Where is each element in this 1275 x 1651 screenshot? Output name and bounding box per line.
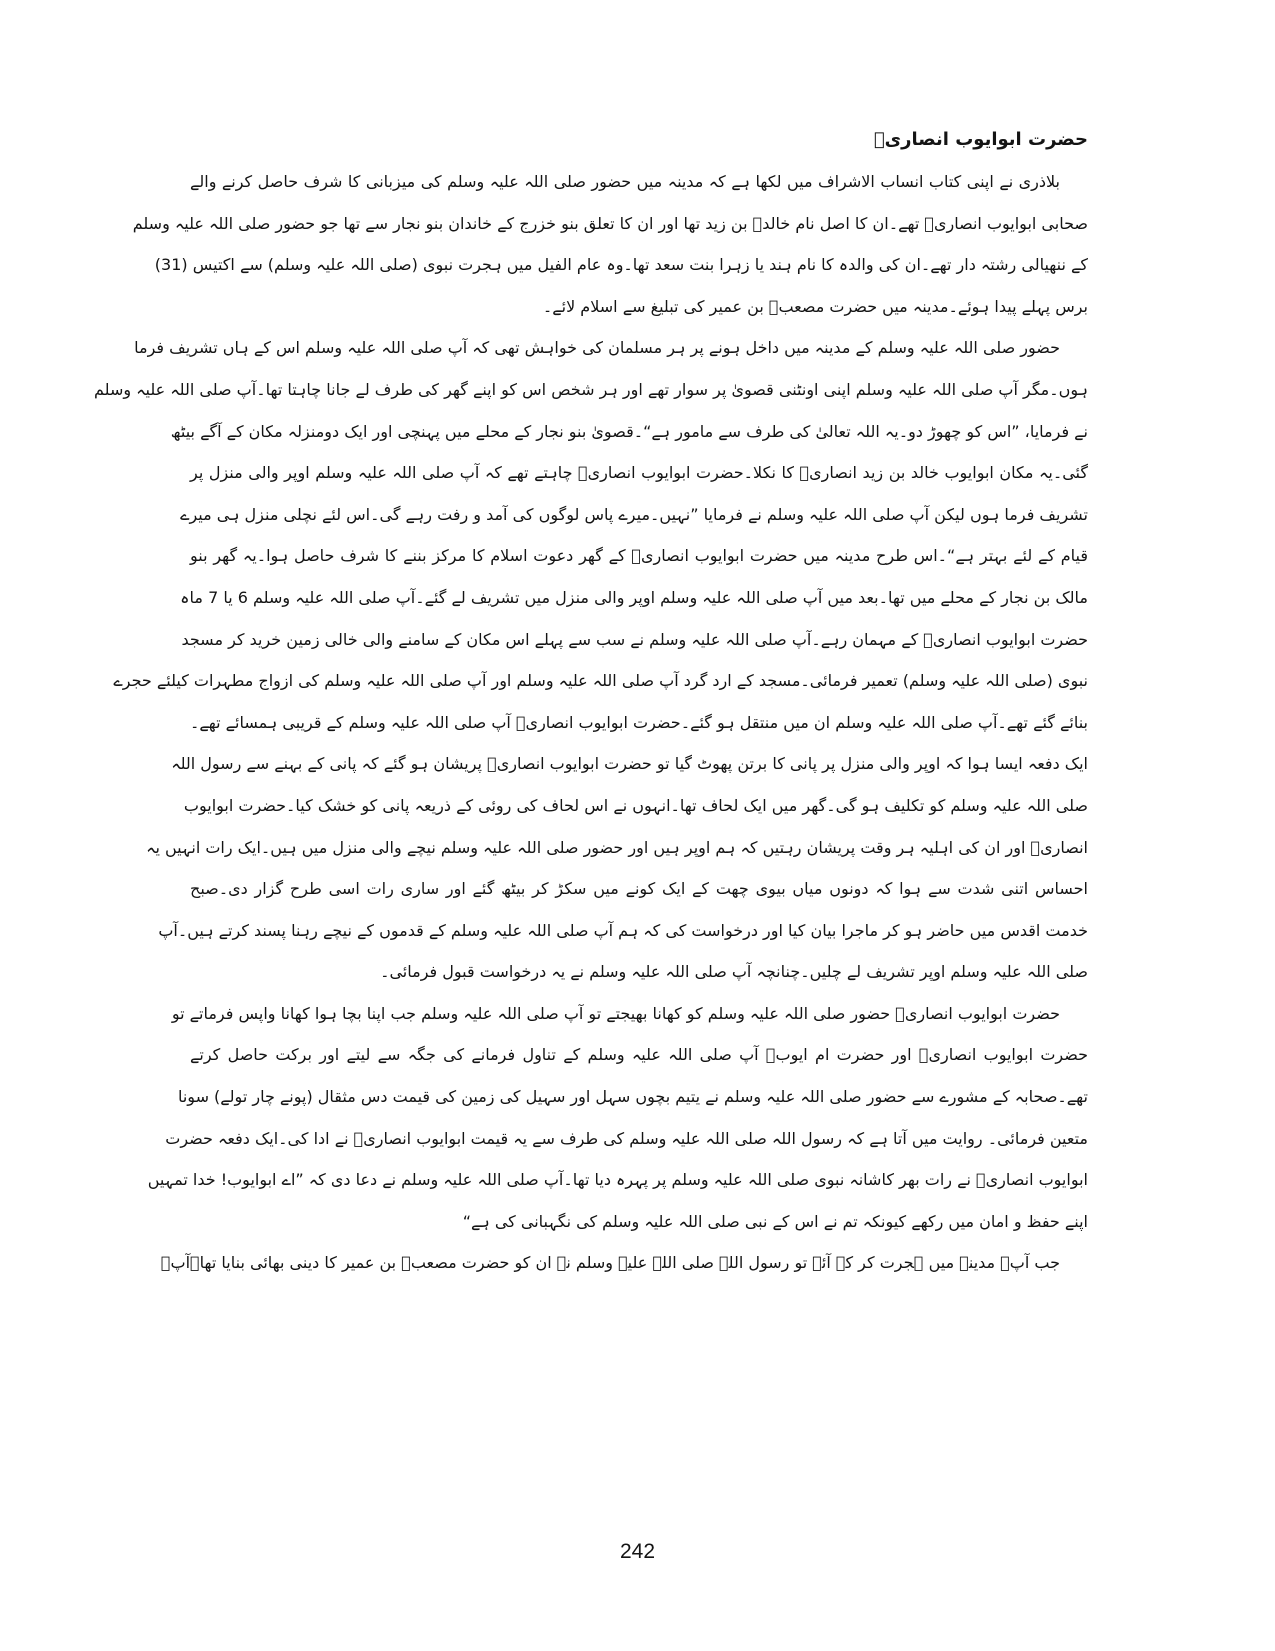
text-line: حضرت ابوایوب انصاریؓ کے مہمان رہے۔آپ صلی اللہ علیہ وسلم نے سب سے پہلے اس مکان کے سامنے والی خالی زمین خرید کر مسجد: [181, 629, 1088, 649]
text-line: اپنے حفظ و امان میں رکھے کیونکہ تم نے اس کے نبی صلی اللہ علیہ وسلم کی نگہبانی کی ہے“: [462, 1211, 1088, 1231]
text-line: صلی اللہ علیہ وسلم اوپر تشریف لے چلیں۔چنانچہ آپ صلی اللہ علیہ وسلم نے یہ درخواست قبول فرمائی۔: [380, 962, 1088, 982]
text-line: احساس اتنی شدت سے ہوا کہ دونوں میاں بیوی چھت کے ایک کونے میں سکڑ کر بیٹھ گئے اور ساری رات اسی طرح گزار دی۔صبح: [190, 879, 1088, 899]
page-body: [94, 119, 1088, 1284]
paragraph: [147, 993, 1088, 1243]
text-line: صلی اللہ علیہ وسلم کو تکلیف ہو گی۔گھر میں ایک لحاف تھا۔انہوں نے اس لحاف کی روئی کے ذریعہ پانی کو خشک کیا۔حضرت ابوایوب: [183, 795, 1088, 815]
text-line: نے فرمایا، ”اس کو چھوڑ دو۔یہ اللہ تعالیٰ کی طرف سے مامور ہے“۔قصویٰ بنو نجار کے محلے میں پہنچی اور ایک دومنزلہ مکان کے آگے بیٹھ: [170, 421, 1088, 441]
text-line: حضرت ابوایوب انصاریؓ حضور صلی اللہ علیہ وسلم کو کھانا بھیجتے تو آپ صلی اللہ علیہ وسلم جب اپنا بچا ہوا کھانا واپس فرماتے تو: [171, 1003, 1060, 1023]
text-line: نبوی (صلی اللہ علیہ وسلم) تعمیر فرمائی۔مسجد کے ارد گرد آپ صلی اللہ علیہ وسلم اور آپ صلی اللہ علیہ وسلم کی ازواج مطہرات کیلئے حجرے: [113, 671, 1088, 691]
text-line: خدمت اقدس میں حاضر ہو کر ماجرا بیان کیا اور درخواست کی کہ ہم آپ صلی اللہ علیہ وسلم کے قدموں کے نیچے رہنا پسند کرتے ہیں۔آپ: [158, 920, 1088, 940]
paragraph: [160, 1242, 1088, 1284]
text-line: انصاریؓ اور ان کی اہلیہ ہر وقت پریشان رہتیں کہ ہم اوپر ہیں اور حضور صلی اللہ علیہ وسلم نیچے والی منزل میں ہیں۔ایک رات انہیں یہ: [146, 837, 1088, 857]
text-line: قیام کے لئے بہتر ہے“۔اس طرح مدینہ میں حضرت ابوایوب انصاریؓ کے گھر دعوت اسلام کا مرکز بننے کا شرف حاصل ہوا۔یہ گھر بنو: [190, 546, 1088, 566]
text-line: حضور صلی اللہ علیہ وسلم کے مدینہ میں داخل ہونے پر ہر مسلمان کی خواہش تھی کہ آپ صلی اللہ علیہ وسلم اس کے ہاں تشریف فرما: [134, 338, 1060, 358]
paragraph: [132, 161, 1088, 327]
text-line: بنائے گئے تھے۔آپ صلی اللہ علیہ وسلم ان میں منتقل ہو گئے۔حضرت ابوایوب انصاریؓ آپ صلی اللہ علیہ وسلم کے قریبی ہمسائے تھے۔: [190, 712, 1088, 732]
text-line: جب آپؐ مدینہ میں ہجرت کر کے آئے تو رسول اللہ صلی اللہ علیہ وسلم نے ان کو حضرت مصعبؓ بن عمیر کا دینی بھائی بنایا تھا۔آپؓ: [160, 1253, 1060, 1273]
text-line: مالک بن نجار کے محلے میں تھا۔بعد میں آپ صلی اللہ علیہ وسلم اوپر والی منزل میں تشریف لے گئے۔آپ صلی اللہ علیہ وسلم 6 یا 7 ماہ: [180, 587, 1088, 607]
text-line: ایک دفعہ ایسا ہوا کہ اوپر والی منزل پر پانی کا برتن پھوٹ گیا تو حضرت ابوایوب انصاریؓ پریشان ہو گئے کہ پانی کے بہنے سے رسول اللہ: [171, 754, 1088, 774]
text-line: کے ننھیالی رشتہ دار تھے۔ان کی والدہ کا نام ہند یا زہرا بنت سعد تھا۔وہ عام الفیل میں ہجرت نبوی (صلی اللہ علیہ وسلم) سے اکتیس (31): [154, 255, 1088, 275]
section-heading: حضرت ابوایوب انصاریؓ: [873, 129, 1088, 150]
text-line: تھے۔صحابہ کے مشورے سے حضور صلی اللہ علیہ وسلم نے یتیم بچوں سہل اور سہیل کی زمین کی قیمت دس مثقال (پونے چار تولے) سونا: [177, 1087, 1088, 1107]
text-line: صحابی ابوایوب انصاریؓ تھے۔ان کا اصل نام خالدؓ بن زید تھا اور ان کا تعلق بنو خزرج کے خاندان بنو نجار سے تھا جو حضور صلی اللہ علیہ وسلم: [132, 213, 1088, 233]
page-number: 242: [619, 1540, 656, 1563]
text-line: ہوں۔مگر آپ صلی اللہ علیہ وسلم اپنی اونٹنی قصویٰ پر سوار تھے اور ہر شخص اس کو اپنے گھر کی طرف لے جانا چاہتا تھا۔آپ صلی اللہ علیہ وسلم: [94, 379, 1088, 399]
text-line: تشریف فرما ہوں لیکن آپ صلی اللہ علیہ وسلم نے فرمایا ”نہیں۔میرے پاس لوگوں کی آمد و رفت رہے گی۔اس لئے نچلی منزل ہی میرے: [180, 504, 1088, 524]
text-line: بلاذری نے اپنی کتاب انساب الاشراف میں لکھا ہے کہ مدینہ میں حضور صلی اللہ علیہ وسلم کی میزبانی کا شرف حاصل کرنے والے: [190, 172, 1060, 191]
paragraph: [94, 327, 1088, 993]
text-line: حضرت ابوایوب انصاریؓ اور حضرت ام ایوبؓ آپ صلی اللہ علیہ وسلم کے تناول فرمانے کی جگہ سے لیتے اور برکت حاصل کرتے: [190, 1045, 1088, 1065]
text-line: گئی۔یہ مکان ابوایوب خالد بن زید انصاریؓ کا نکلا۔حضرت ابوایوب انصاریؓ چاہتے تھے کہ آپ صلی اللہ علیہ وسلم اوپر والی منزل پر: [190, 463, 1088, 483]
text-line: برس پہلے پیدا ہوئے۔مدینہ میں حضرت مصعبؓ بن عمیر کی تبلیغ سے اسلام لائے۔: [542, 296, 1088, 316]
text-line: ابوایوب انصاریؓ نے رات بھر کاشانہ نبوی صلی اللہ علیہ وسلم پر پہرہ دیا تھا۔آپ صلی اللہ علیہ وسلم نے دعا دی کہ ”اے ابوایوب! خدا تمہیں: [147, 1170, 1088, 1190]
text-line: متعین فرمائی۔ روایت میں آتا ہے کہ رسول اللہ صلی اللہ علیہ وسلم کی طرف سے یہ قیمت ابوایوب انصاریؓ نے ادا کی۔ایک دفعہ حضرت: [165, 1128, 1088, 1148]
